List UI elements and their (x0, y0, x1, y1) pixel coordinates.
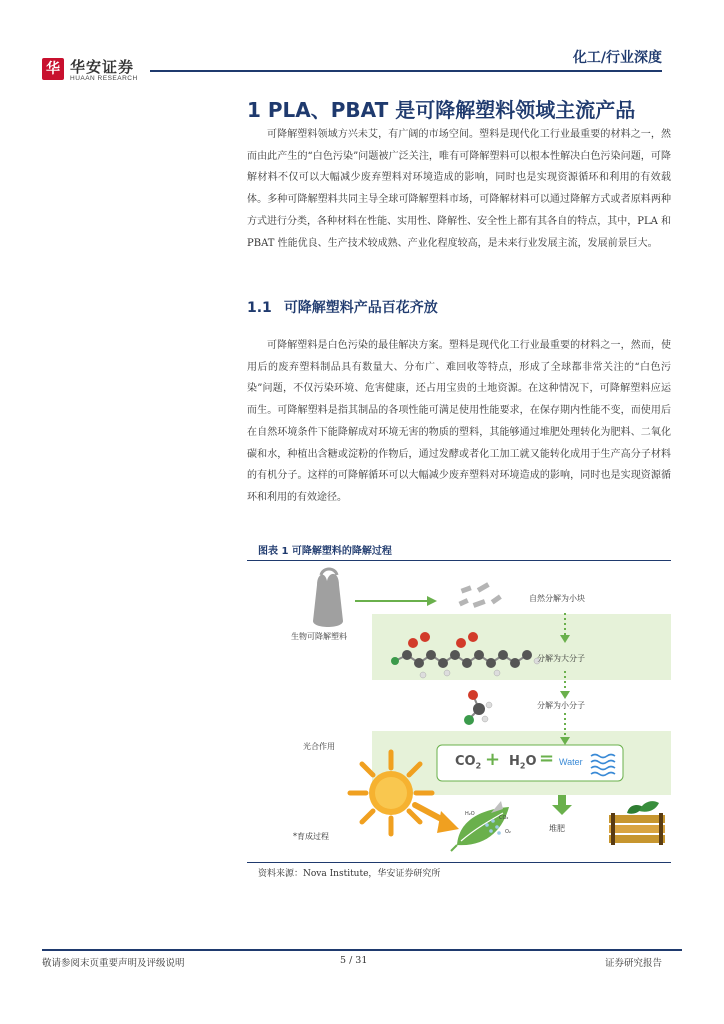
leaf-h2o-label: H₂O (465, 811, 475, 817)
degradation-diagram (247, 563, 671, 859)
figure-title: 图表 1 可降解塑料的降解过程 (258, 546, 392, 557)
label-growth: *育成过程 (293, 832, 329, 841)
leaf-o2-label: O₂ (505, 829, 511, 835)
plastic-fragments-icon (459, 582, 502, 608)
label-big-molecule: 分解为大分子 (537, 654, 585, 663)
label-photosynthesis: 光合作用 (303, 742, 335, 751)
footer-report-type: 证券研究报告 (604, 958, 662, 969)
arrow-right-icon (355, 596, 437, 606)
co2-text: $CO_2$ (455, 754, 482, 771)
big-molecule-band (372, 614, 671, 680)
figure-bottom-rule (247, 862, 671, 863)
sun-icon (350, 752, 432, 834)
label-bio-plastic: 生物可降解塑料 (291, 632, 347, 641)
page-number: 5 / 31 (340, 955, 368, 966)
logo-text-cn: 华安证券 (70, 58, 135, 76)
leaf-icon (451, 807, 509, 851)
page-header (0, 0, 724, 90)
small-molecule-icon (464, 690, 492, 725)
section-number: 1.1 (247, 300, 272, 316)
label-small-molecule: 分解为小分子 (537, 701, 585, 710)
figure-top-rule (247, 560, 671, 561)
label-natural-break: 自然分解为小块 (529, 594, 585, 603)
section-1-1-paragraph: 可降解塑料是白色污染的最佳解决方案。塑料是现代化工行业最重要的材料之一，然而，使用后的废弃塑料制品具有数量大、分布广、难回收等特点，形成了全球都非常关注的“白色污染”问题，不仅污染环境、危害健康，还占用宝贵的土地资源。在这种情况下，可降解塑料应运而生。可降解塑料是指其制品的各项性能可满足使用性能要求，在保存期内性能不变，而使用后在自然环境条件下能降解成对环境无害的物质的塑料，其能够通过堆肥处理转化为肥料、二氧化碳和水，种植出含糖或淀粉的作物后，通过发酵或者化工加工就又能转化成用于生产高分子材料的有机分子。这样的可降解循环可以大幅减少废弃塑料对环境造成的影响，同时也是实现资源循环和利用的有效途径。 (247, 340, 671, 503)
section-1-paragraph: 可降解塑料领域方兴未艾，有广阔的市场空间。塑料是现代化工行业最重要的材料之一，然而由此产生的“白色污染”问题被广泛关注，唯有可降解塑料可以根本性解决白色污染问题，可降解材料不仅可以大幅减少废弃塑料对环境造成的影响，同时也是实现资源循环和利用的有效载体。多种可降解塑料共同主导全球可降解塑料市场，可降解材料可以通过降解方式或者原料两种方式进行分类，各种材料在性能、实用性、降解性、安全性上都有其各自的特点，其中，PLA 和 PBAT 性能优良、生产技术较成熟、产业化程度较高，是未来行业发展主流，发展前景巨大。 (247, 129, 671, 249)
water-text: Water (559, 757, 583, 767)
degradation-figure (247, 563, 671, 859)
plastic-bag-icon (313, 569, 343, 627)
sunlight-arrow-icon (415, 805, 459, 833)
figure-source: 资料来源：Nova Institute，华安证券研究所 (258, 869, 441, 879)
plant-crate-icon (609, 801, 665, 845)
label-composting: 堆肥 (549, 824, 565, 833)
h2o-text: $H_2O$ (509, 754, 537, 771)
equals-sign: = (539, 748, 555, 769)
footer-disclaimer: 敬请参阅末页重要声明及评级说明 (42, 958, 185, 969)
report-category: 化工/行业深度 (572, 50, 662, 66)
footer-divider (42, 949, 682, 951)
section-heading-text: 可降解塑料产品百花齐放 (283, 300, 438, 316)
logo-text-en: HUAAN RESEARCH (70, 75, 138, 82)
section-1-1-title (247, 297, 438, 317)
huaan-logo-icon: 华 (42, 58, 64, 80)
plus-sign: + (485, 749, 501, 770)
compost-arrow-icon (552, 795, 572, 815)
section-1-title: 1 PLA、PBAT 是可降解塑料领域主流产品 (247, 98, 636, 122)
leaf-co2-label: CO₂ (499, 815, 509, 821)
header-divider (150, 70, 662, 72)
